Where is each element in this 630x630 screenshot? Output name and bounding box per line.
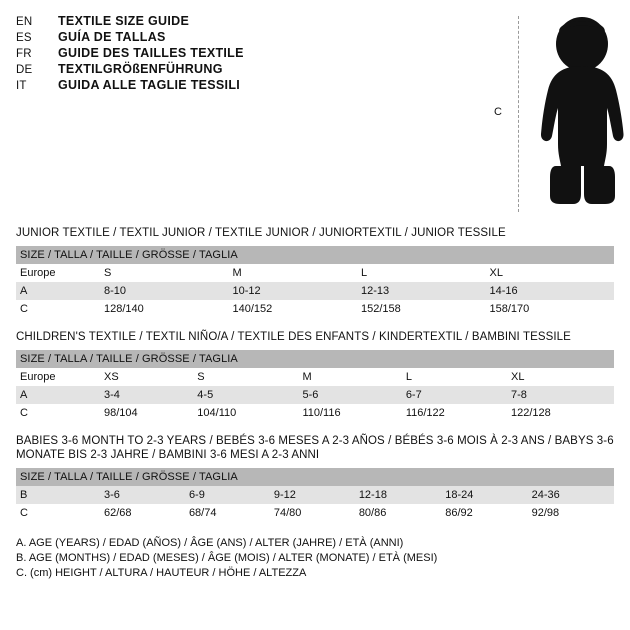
cell: 8-10 [100, 282, 229, 300]
table-row [16, 504, 614, 522]
language-code: ES [16, 32, 32, 44]
cell: 86/92 [441, 504, 527, 522]
language-title: GUÍA DE TALLAS [58, 30, 166, 44]
language-code: IT [16, 80, 27, 92]
row-label: A [16, 282, 100, 300]
cell: 3-6 [100, 486, 185, 504]
size-band-label: SIZE / TALLA / TAILLE / GRÖSSE / TAGLIA [16, 246, 614, 264]
cell: L [402, 368, 507, 386]
cell: 74/80 [270, 504, 355, 522]
cell: 4-5 [193, 386, 298, 404]
row-label: Europe [16, 368, 100, 386]
measurement-figure [434, 14, 614, 214]
row-label: Europe [16, 264, 100, 282]
table-row [16, 282, 614, 300]
height-measure-label: C [494, 106, 502, 118]
cell: M [229, 264, 358, 282]
cell: XS [100, 368, 193, 386]
cell: 6-7 [402, 386, 507, 404]
cell: 7-8 [507, 386, 614, 404]
cell: 14-16 [486, 282, 615, 300]
cell: XL [507, 368, 614, 386]
height-guide-line [518, 16, 519, 212]
cell: M [298, 368, 401, 386]
size-band-label: SIZE / TALLA / TAILLE / GRÖSSE / TAGLIA [16, 350, 614, 368]
language-row [16, 30, 434, 44]
row-label: C [16, 404, 100, 422]
row-label: A [16, 386, 100, 404]
cell: 5-6 [298, 386, 401, 404]
table-row [16, 264, 614, 282]
table-row [16, 386, 614, 404]
cell: 12-18 [355, 486, 441, 504]
language-code: EN [16, 16, 33, 28]
section-title: JUNIOR TEXTILE / TEXTIL JUNIOR / TEXTILE JUNIOR / JUNIORTEXTIL / JUNIOR TESSILE [16, 227, 506, 239]
cell: XL [486, 264, 615, 282]
language-row [16, 62, 434, 76]
cell: 24-36 [528, 486, 614, 504]
cell: 6-9 [185, 486, 270, 504]
language-titles [16, 14, 434, 94]
language-title: TEXTILGRÖßENFÜHRUNG [58, 62, 223, 76]
legend-line: B. AGE (MONTHS) / EDAD (MESES) / ÂGE (MOIS) / ALTER (MONATE) / ETÀ (MESI) [16, 552, 438, 564]
language-title: GUIDE DES TAILLES TEXTILE [58, 46, 244, 60]
cell: S [193, 368, 298, 386]
legend-line: C. (cm) HEIGHT / ALTURA / HAUTEUR / HÖHE / ALTEZZA [16, 567, 307, 579]
language-row [16, 78, 434, 92]
language-code: DE [16, 64, 33, 76]
size-band-label: SIZE / TALLA / TAILLE / GRÖSSE / TAGLIA [16, 468, 614, 486]
table-row [16, 368, 614, 386]
table-row [16, 486, 614, 504]
cell: 62/68 [100, 504, 185, 522]
cell: S [100, 264, 229, 282]
table-row [16, 404, 614, 422]
section-title: CHILDREN'S TEXTILE / TEXTIL NIÑO/A / TEXTILE DES ENFANTS / KINDERTEXTIL / BAMBINI TESSILE [16, 331, 571, 343]
toddler-silhouette-icon [526, 14, 630, 214]
cell: 10-12 [229, 282, 358, 300]
cell: 92/98 [528, 504, 614, 522]
section-title: BABIES 3-6 MONTH TO 2-3 YEARS / BEBÉS 3-6 MESES A 2-3 AÑOS / BÉBÉS 3-6 MOIS À 2-3 ANS / BABYS 3-6 MONATE BIS 2-3 JAHRE / BAMBINI 3-6 MESI A 2-3 ANNI [16, 435, 614, 461]
cell: 140/152 [229, 300, 358, 318]
cell: 9-12 [270, 486, 355, 504]
section-junior [16, 226, 614, 318]
header [16, 14, 614, 214]
row-label: C [16, 300, 100, 318]
cell: 18-24 [441, 486, 527, 504]
cell: 98/104 [100, 404, 193, 422]
language-title: GUIDA ALLE TAGLIE TESSILI [58, 78, 241, 92]
cell: 104/110 [193, 404, 298, 422]
legend-line: A. AGE (YEARS) / EDAD (AÑOS) / ÂGE (ANS) / ALTER (JAHRE) / ETÀ (ANNI) [16, 537, 404, 549]
section-children [16, 330, 614, 422]
cell: 110/116 [298, 404, 401, 422]
legend [16, 536, 614, 581]
row-label: B [16, 486, 100, 504]
junior-size-table [16, 264, 614, 318]
cell: 80/86 [355, 504, 441, 522]
cell: 3-4 [100, 386, 193, 404]
cell: 122/128 [507, 404, 614, 422]
language-code: FR [16, 48, 32, 60]
cell: L [357, 264, 486, 282]
language-title: TEXTILE SIZE GUIDE [58, 14, 190, 28]
row-label: C [16, 504, 100, 522]
section-babies [16, 434, 614, 522]
language-row [16, 46, 434, 60]
cell: 12-13 [357, 282, 486, 300]
cell: 128/140 [100, 300, 229, 318]
children-size-table [16, 368, 614, 422]
cell: 152/158 [357, 300, 486, 318]
cell: 116/122 [402, 404, 507, 422]
language-row [16, 14, 434, 28]
table-row [16, 300, 614, 318]
babies-size-table [16, 486, 614, 522]
cell: 158/170 [486, 300, 615, 318]
cell: 68/74 [185, 504, 270, 522]
